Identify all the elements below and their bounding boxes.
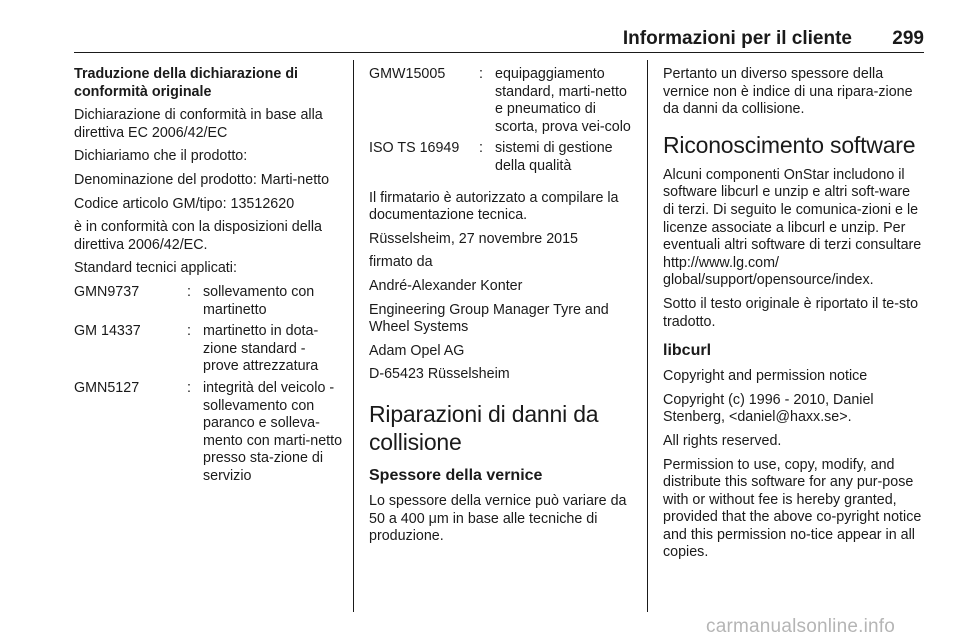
section-title: Riconoscimento software: [663, 131, 916, 158]
paragraph: Standard tecnici applicati:: [74, 260, 237, 277]
paragraph: firmato da: [369, 254, 433, 271]
column-middle: [369, 66, 635, 552]
paragraph: Alcuni componenti OnStar includono il software libcurl e unzip e altri soft-ware di terzi. Di seguito le comunica-zioni e le licenze associate a libcurl e unzip. Per eventuali altri software di terzi consultare http://www.lg.com/ global/support/opensource/index.: [663, 166, 922, 289]
column-divider-left: [353, 60, 354, 612]
paragraph: Engineering Group Manager Tyre and Wheel Systems: [369, 301, 609, 336]
standard-description: sollevamento con martinetto: [203, 283, 315, 318]
subsection-title: libcurl: [663, 342, 712, 360]
section-title: Riparazioni di danni da collisione: [369, 400, 599, 455]
paragraph: Denominazione del prodotto: Marti-netto: [74, 171, 330, 188]
table-row: [74, 323, 344, 380]
header-divider: [74, 52, 924, 53]
separator: :: [187, 283, 191, 300]
page-title: Informazioni per il cliente: [622, 28, 852, 49]
paragraph: Permission to use, copy, modify, and distribute this software for any pur-pose with or without fee is hereby granted, provided that the above co-pyright notice and this permission no-tice appear in all copies.: [663, 456, 922, 561]
paragraph: André-Alexander Konter: [369, 277, 523, 294]
table-row: [74, 380, 344, 490]
column-left: [74, 66, 344, 489]
table-row: [74, 284, 344, 323]
paragraph: Copyright and permission notice: [663, 368, 868, 385]
paragraph: Dichiarazione di conformità in base alla direttiva EC 2006/42/EC: [74, 107, 323, 141]
standard-code: GMN9737: [74, 283, 140, 300]
paragraph: Dichiariamo che il prodotto:: [74, 148, 248, 165]
standard-description: equipaggiamento standard, marti-netto e pneumatico di scorta, prova vei-colo: [495, 66, 631, 135]
table-row: [369, 66, 635, 140]
separator: :: [187, 323, 191, 340]
declaration-heading: Traduzione della dichiarazione di conformità originale: [74, 66, 299, 100]
paragraph: Pertanto un diverso spessore della vernice non è indice di una ripara-zione da danni da collisione.: [663, 66, 913, 118]
table-row: [369, 140, 635, 179]
page-number: 299: [892, 28, 924, 49]
paragraph: Sotto il testo originale è riportato il te-sto tradotto.: [663, 295, 919, 330]
paragraph: Copyright (c) 1996 - 2010, Daniel Stenberg, <daniel@haxx.se>.: [663, 391, 874, 426]
paragraph: Adam Opel AG: [369, 342, 465, 359]
watermark: carmanualsonline.info: [706, 616, 896, 637]
separator: :: [479, 140, 483, 157]
page-header: [74, 28, 924, 52]
standards-table: [369, 66, 635, 180]
standard-code: GMN5127: [74, 379, 140, 396]
column-divider-right: [647, 60, 648, 612]
paragraph: D-65423 Rüsselsheim: [369, 366, 510, 383]
standard-code: GMW15005: [369, 66, 446, 82]
standard-code: GM 14337: [74, 323, 141, 340]
paragraph: Lo spessore della vernice può variare da 50 a 400 μm in base alle tecniche di produzione.: [369, 492, 627, 545]
paragraph: Codice articolo GM/tipo: 13512620: [74, 195, 295, 212]
column-right: [663, 66, 925, 568]
standard-description: martinetto in dota-zione standard - prove attrezzatura: [203, 323, 319, 375]
standards-table: [74, 284, 344, 490]
standard-description: sistemi di gestione della qualità: [495, 140, 613, 174]
subsection-title: Spessore della vernice: [369, 466, 543, 484]
paragraph: All rights reserved.: [663, 432, 782, 449]
paragraph: Il firmatario è autorizzato a compilare la documentazione tecnica.: [369, 189, 619, 224]
paragraph: Rüsselsheim, 27 novembre 2015: [369, 230, 579, 247]
standard-description: integrità del veicolo - sollevamento con paranco e solleva-mento con marti-netto presso sta-zione di servizio: [203, 379, 343, 484]
standard-code: ISO TS 16949: [369, 140, 460, 157]
separator: :: [187, 379, 191, 396]
paragraph: è in conformità con la disposizioni della direttiva 2006/42/EC.: [74, 219, 322, 253]
separator: :: [479, 66, 483, 82]
